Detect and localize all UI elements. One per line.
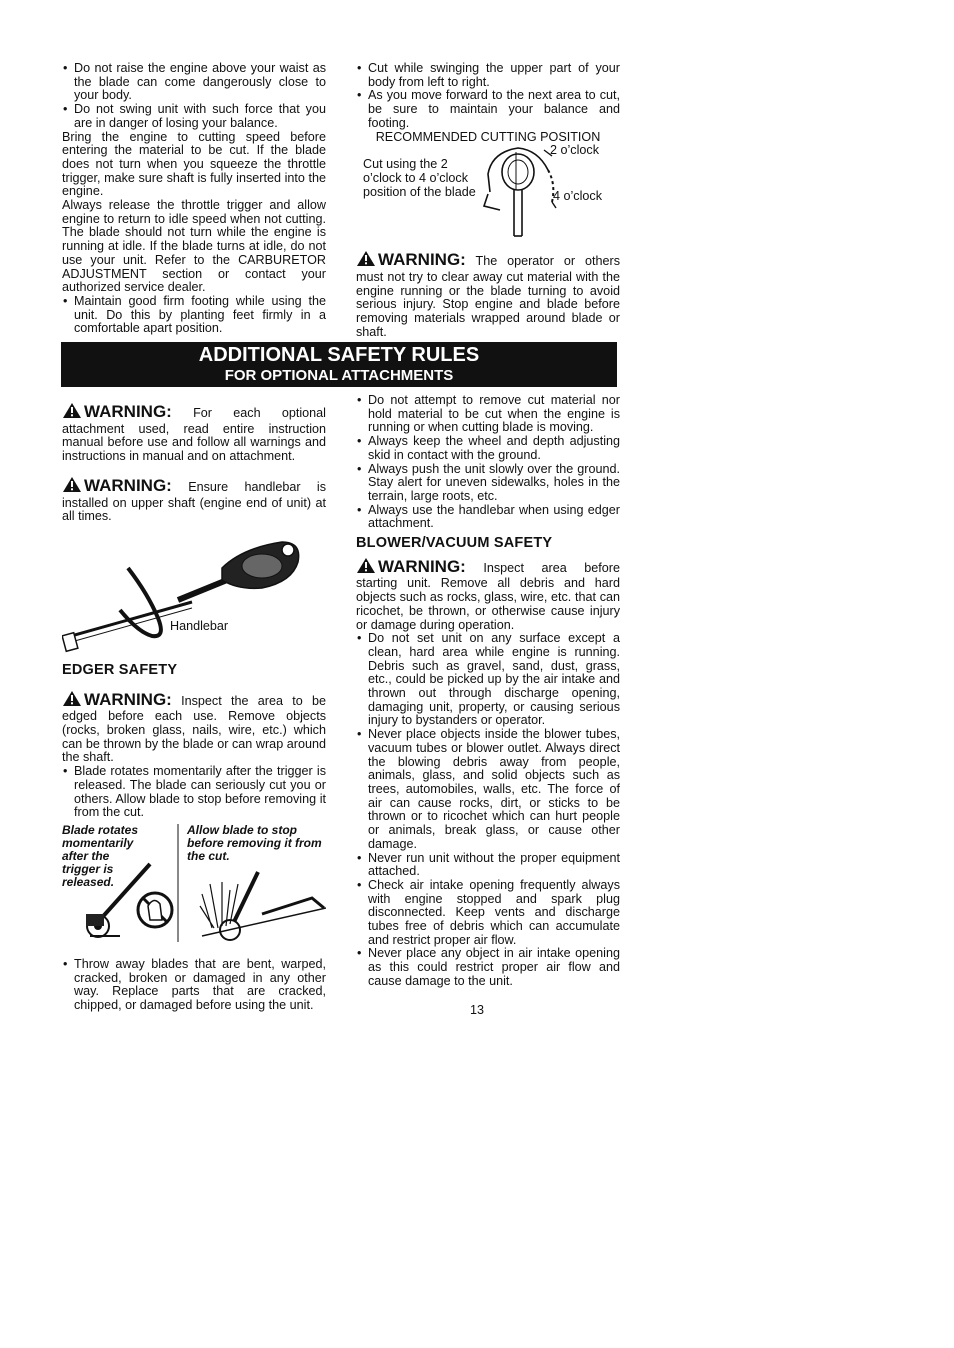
bullet-list-top-right [356, 62, 620, 131]
warning-edger-inspect [62, 690, 326, 766]
left-top-section [62, 62, 326, 336]
trimmer-handlebar-icon [62, 538, 312, 656]
list-item: • Never place objects inside the blower tubes, vacuum tubes or blower outlet. Always direct the blowing debris away from people, animals, glass, and solid objects such as trees, automobiles, walls, etc. The force of air can cause rocks, dirt, or sticks to be thrown or to ricochet which can hurt people or animals, break glass, or cause other damage. [356, 728, 620, 851]
right-bottom-section [356, 394, 620, 989]
section-banner [61, 342, 617, 387]
warning-text: Inspect the area to be edged before each use. Remove objects (rocks, broken glass, nails, wire, etc.) which can be thrown by the blade or can wrap around the shaft. [62, 693, 327, 765]
warning-label: WARNING: [378, 250, 466, 270]
warning-label: WARNING: [84, 402, 172, 421]
list-item: • Blade rotates momentarily after the trigger is released. The blade can seriously cut you or others. Allow blade to stop before removing it from the cut. [62, 765, 326, 820]
bullet-list-top-left [62, 62, 326, 131]
list-item: • Never run unit without the proper equipment attached. [356, 852, 620, 879]
warning-blower-inspect [356, 557, 620, 633]
handlebar-label: Handlebar [170, 618, 229, 633]
warning-text: The operator or others must not try to clear away cut material with the engine running or the blade turning to avoid serious injury. Stop engine and blade before removing materials wrapped around blade or shaft. [356, 254, 620, 339]
right-top-section [356, 62, 620, 339]
figure-caption: Cut using the 2 o’clock to 4 o’clock position of the blade [363, 157, 476, 199]
warning-triangle-icon [62, 402, 82, 423]
list-item: • Do not swing unit with such force that you are in danger of losing your balance. [62, 103, 326, 130]
list-item: • Never place any object in air intake opening as this could restrict proper air flow and cause damage to the unit. [356, 947, 620, 988]
list-item: • Always keep the wheel and depth adjusting skid in contact with the ground. [356, 435, 620, 462]
list-item: • Cut while swinging the upper part of your body from left to right. [356, 62, 620, 89]
warning-text: Ensure handlebar is installed on upper shaft (engine end of unit) at all times. [62, 479, 327, 524]
bullet-list-blower [356, 632, 620, 988]
list-item: • Maintain good firm footing while using the unit. Do this by planting feet firmly in a comfortable apart position. [62, 295, 326, 336]
list-item: • Do not raise the engine above your waist as the blade can come dangerously close to your body. [62, 62, 326, 103]
warning-label: WARNING: [378, 556, 466, 576]
warning-text: For each optional attachment used, read entire instruction manual before use and follow all warnings and instructions in manual and on attachment. [62, 406, 326, 464]
label-4-oclock: 4 o’clock [553, 189, 602, 204]
cutting-position-figure [356, 144, 620, 244]
edger-safety-heading: EDGER SAFETY [62, 661, 178, 678]
warning-triangle-icon [356, 250, 376, 271]
handlebar-figure [62, 538, 326, 658]
warning-operator [356, 250, 620, 339]
warning-triangle-icon [356, 557, 376, 578]
warning-triangle-icon [62, 476, 82, 497]
edger-usage-icon [62, 824, 326, 948]
paragraph-cutting-speed: Bring the engine to cutting speed before entering the material to be cut. If the blade does not turn when you squeeze the throttle trigger, make sure shaft is fully inserted into the engine. [62, 129, 326, 199]
blower-safety-heading: BLOWER/VACUUM SAFETY [356, 535, 553, 552]
list-item: • Check air intake opening frequently always with engine stopped and spark plug disconnected. Keep vents and discharge tubes free of debris which can accumulate and restrict proper air flow. [356, 879, 620, 948]
edger-figure [62, 824, 326, 948]
caption-blade-rotates: Blade rotates momentarily after the trigger is released. [62, 822, 139, 889]
caption-allow-blade-stop: Allow blade to stop before removing it from the cut. [187, 822, 322, 863]
left-bottom-section [62, 402, 326, 1013]
banner-subtitle: FOR OPTIONAL ATTACHMENTS [224, 367, 454, 384]
label-2-oclock: 2 o’clock [550, 143, 599, 158]
warning-text: Inspect area before starting unit. Remove all debris and hard objects such as rocks, glass, wire, etc. that can ricochet, be thrown, or otherwise cause injury or damage during operation. [356, 560, 620, 632]
bullet-list-footing [62, 295, 326, 336]
trimmer-head-icon [482, 144, 562, 244]
list-item: • Always use the handlebar when using edger attachment. [356, 504, 620, 531]
list-item: • As you move forward to the next area to cut, be sure to maintain your balance and footing. [356, 89, 620, 130]
warning-triangle-icon [62, 690, 82, 711]
figure-title: RECOMMENDED CUTTING POSITION [375, 129, 601, 144]
warning-optional-attachment [62, 402, 326, 464]
paragraph-idle-speed: Always release the throttle trigger and allow engine to return to idle speed when not cutting. The blade should not turn while the engine is running at idle. If the blade turns at idle, do not use your unit. Refer to the CARBURETOR ADJUSTMENT section or contact your authorized service dealer. [62, 198, 326, 295]
bullet-list-blade [62, 765, 326, 820]
warning-handlebar [62, 476, 326, 524]
warning-label: WARNING: [84, 689, 172, 709]
banner-title: ADDITIONAL SAFETY RULES [198, 344, 480, 366]
list-item: • Throw away blades that are bent, warped, cracked, broken or damaged in any other way. Replace parts that are cracked, chipped, or damaged before using the unit. [62, 958, 326, 1013]
list-item: • Always push the unit slowly over the ground. Stay alert for uneven sidewalks, holes in the terrain, large roots, etc. [356, 463, 620, 504]
bullet-list-edger [356, 394, 620, 531]
page-number: 13 [469, 1003, 484, 1017]
list-item: • Do not attempt to remove cut material nor hold material to be cut when the engine is running or when cutting blade is moving. [356, 394, 620, 435]
warning-label: WARNING: [84, 475, 172, 495]
list-item: • Do not set unit on any surface except a clean, hard area while engine is running. Debris such as gravel, sand, dust, grass, etc., could be picked up by the air intake and thrown out through discharge opening, damaging unit, property, or causing serious injury to bystanders or operator. [356, 632, 620, 728]
